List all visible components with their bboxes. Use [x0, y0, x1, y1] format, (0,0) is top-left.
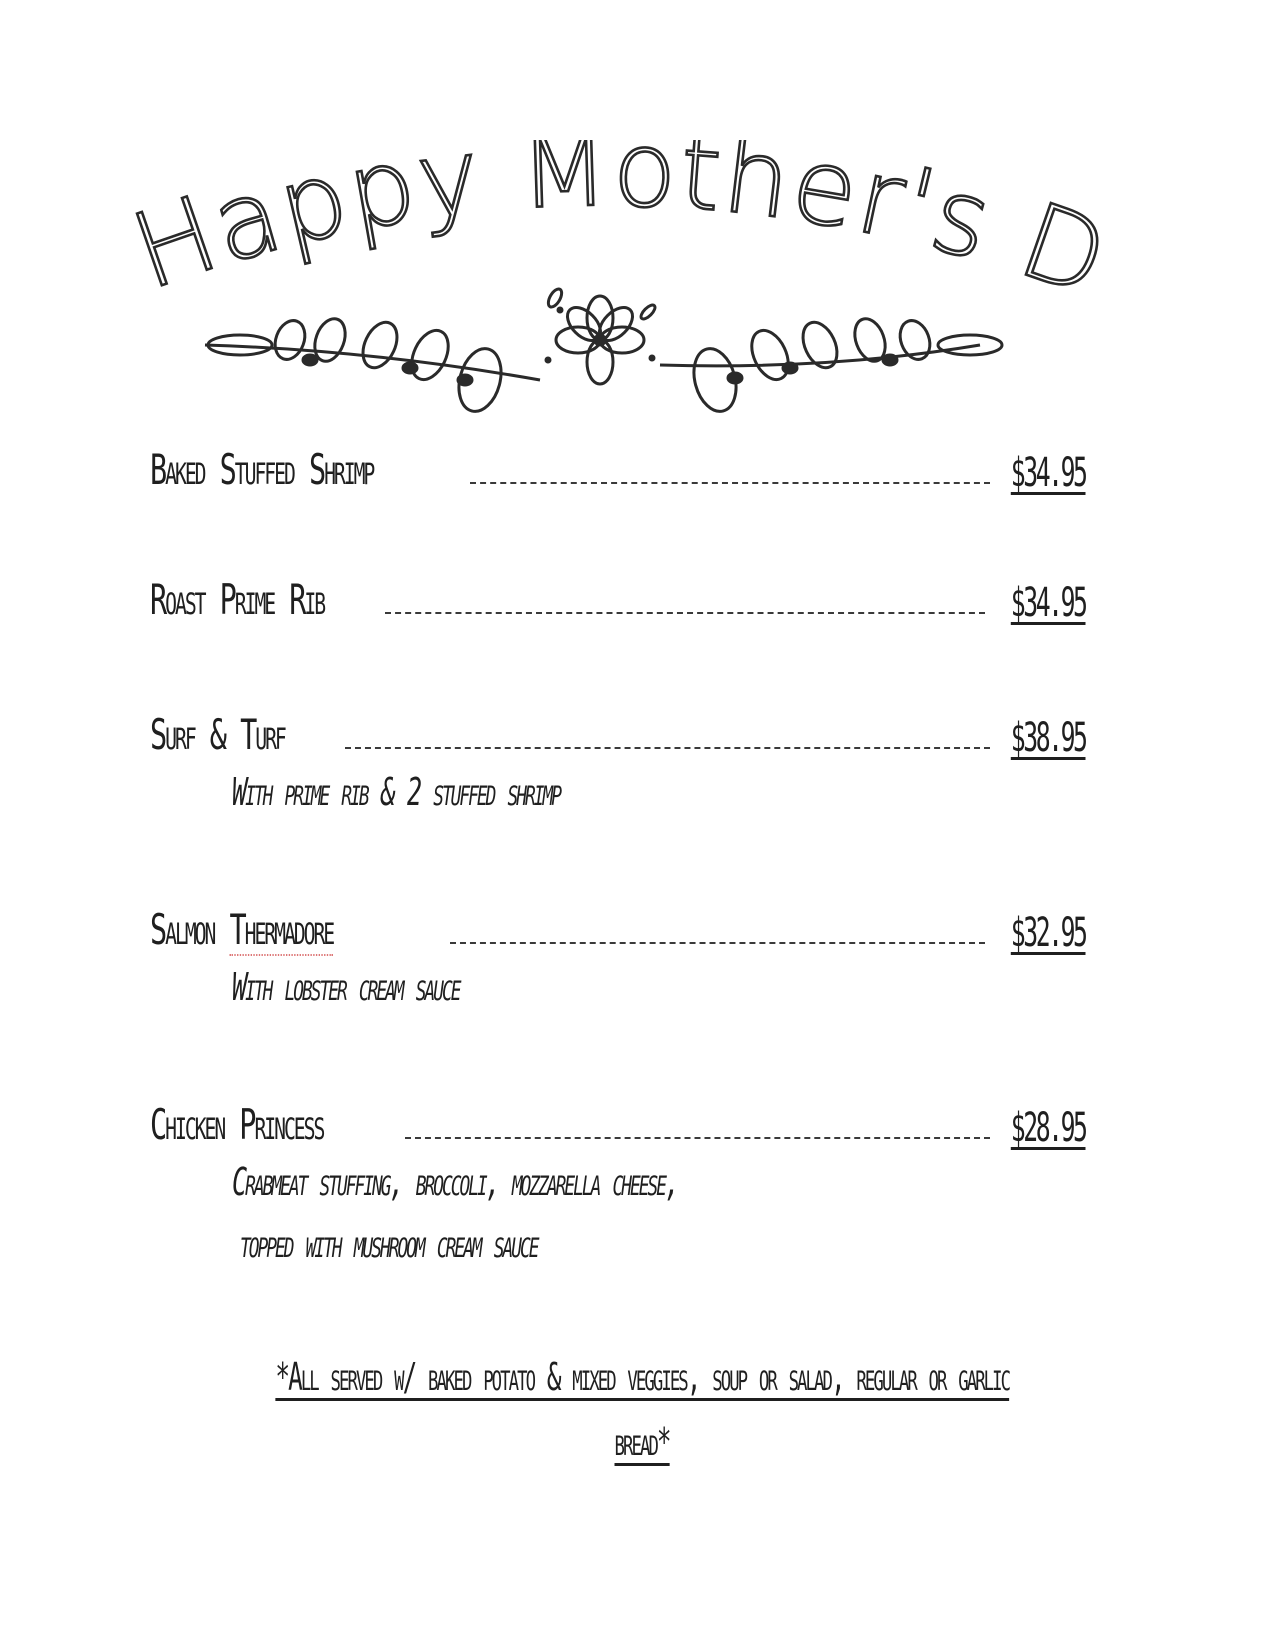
menu-item — [150, 1095, 1085, 1155]
item-name-suffix: Thermadore — [229, 905, 334, 954]
item-description-line2: topped with mushroom cream sauce — [240, 1222, 538, 1266]
menu-item — [150, 440, 1085, 500]
page-title: appy Mother's D — [199, 140, 1124, 322]
title-banner — [130, 140, 1150, 440]
item-name: Surf & Turf — [150, 710, 285, 759]
item-description: Crabmeat stuffing, broccoli, mozzarella cheese, — [232, 1160, 679, 1204]
floral-ornament-icon — [130, 140, 1150, 440]
footnote-line2: bread* — [614, 1420, 670, 1464]
menu-item — [150, 705, 1085, 765]
item-price: $34.95 — [1010, 580, 1085, 626]
dotted-leader — [470, 482, 990, 484]
item-price: $32.95 — [1010, 910, 1085, 956]
dotted-leader — [345, 747, 990, 749]
item-name: Roast Prime Rib — [150, 575, 325, 624]
item-name: Chicken Princess — [150, 1100, 324, 1149]
item-name: Baked Stuffed Shrimp — [150, 445, 374, 494]
item-description: With lobster cream sauce — [232, 965, 460, 1009]
menu-item — [150, 900, 1085, 960]
dotted-leader — [385, 612, 985, 614]
item-price: $28.95 — [1010, 1105, 1085, 1151]
dotted-leader — [405, 1137, 990, 1139]
item-price: $34.95 — [1010, 450, 1085, 496]
item-description: With prime rib & 2 stuffed shrimp — [232, 770, 561, 814]
dotted-leader — [450, 942, 985, 944]
footnote-line1: *All served w/ baked potato & mixed veggies, soup or salad, regular or garlic — [275, 1355, 1009, 1399]
item-price: $38.95 — [1010, 715, 1085, 761]
item-name: Salmon Thermadore — [150, 905, 334, 954]
menu-item — [150, 570, 1085, 630]
